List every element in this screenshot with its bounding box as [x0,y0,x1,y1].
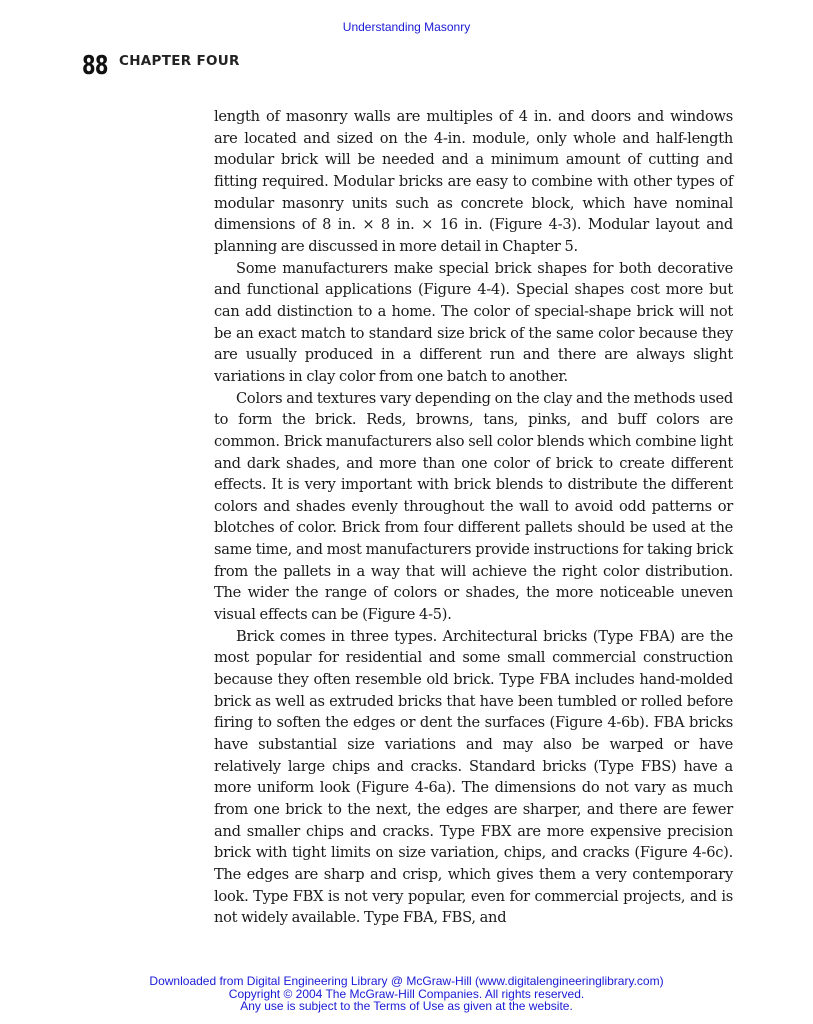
paragraph-special-shapes: Some manufacturers make special brick shapes for both decorative and functional applications (Figure 4-4). Special shapes cost more but can add distinction to a home. The color of special-shape brick will not be an exact match to standard size brick of the same color because they are usually produced in a different run and there are always slight variations in clay color from one batch to another. [214,259,733,385]
footer-terms-of-use[interactable]: Any use is subject to the Terms of Use as given at the website. [240,999,573,1013]
chapter-heading: CHAPTER FOUR [119,53,240,69]
page-number: 88 [82,51,108,81]
body-text [214,106,733,929]
paragraph-colors-textures: Colors and textures vary depending on the clay and the methods used to form the brick. Reds, browns, tans, pinks, and buff colors are common. Brick manufacturers also sell color blends which combine light and dark shades, and more than one color of brick to create different effects. It is very important with brick blends to distribute the different colors and shades evenly throughout the wall to avoid odd patterns or blotches of color. Brick from four different pallets should be used at the same time, and most manufacturers provide instructions for taking brick from the pallets in a way that will achieve the right color distribution. The wider the range of colors or shades, the more noticeable uneven visual effects can be (Figure 4-5). [214,389,733,624]
footer-copyright: Copyright © 2004 The McGraw-Hill Companies. All rights reserved. [228,986,585,1001]
paragraph-brick-types: Brick comes in three types. Architectural bricks (Type FBA) are the most popular for residential and some small commercial construction because they often resemble old brick. Type FBA includes hand-molded brick as well as extruded bricks that have been tumbled or rolled before firing to soften the edges or dent the surfaces (Figure 4-6b). FBA bricks have substantial size variations and may also be warped or have relatively large chips and cracks. Standard bricks (Type FBS) have a more uniform look (Figure 4-6a). The dimensions do not vary as much from one brick to the next, the edges are sharper, and there are fewer and smaller chips and cracks. Type FBX are more expensive precision brick with tight limits on size variation, chips, and cracks (Figure 4-6c). The edges are sharp and crisp, which gives them a very contemporary look. Type FBX is not very popular, even for commercial projects, and is not widely available. Type FBA, FBS, and [214,627,733,927]
footer-download-link[interactable]: Downloaded from Digital Engineering Library @ McGraw-Hill (www.digitalengineeringlibrary.com) [149,974,664,988]
book-title-link[interactable]: Understanding Masonry [342,20,471,34]
paragraph-continuation: length of masonry walls are multiples of 4 in. and doors and windows are located and sized on the 4-in. module, only whole and half-length modular brick will be needed and a minimum amount of cutting and fitting required. Modular bricks are easy to combine with other types of modular masonry units such as concrete block, which have nominal dimensions of 8 in. × 8 in. × 16 in. (Figure 4-3). Modular layout and planning are discussed in more detail in Chapter 5. [214,108,733,255]
footer-notice [0,975,813,1013]
